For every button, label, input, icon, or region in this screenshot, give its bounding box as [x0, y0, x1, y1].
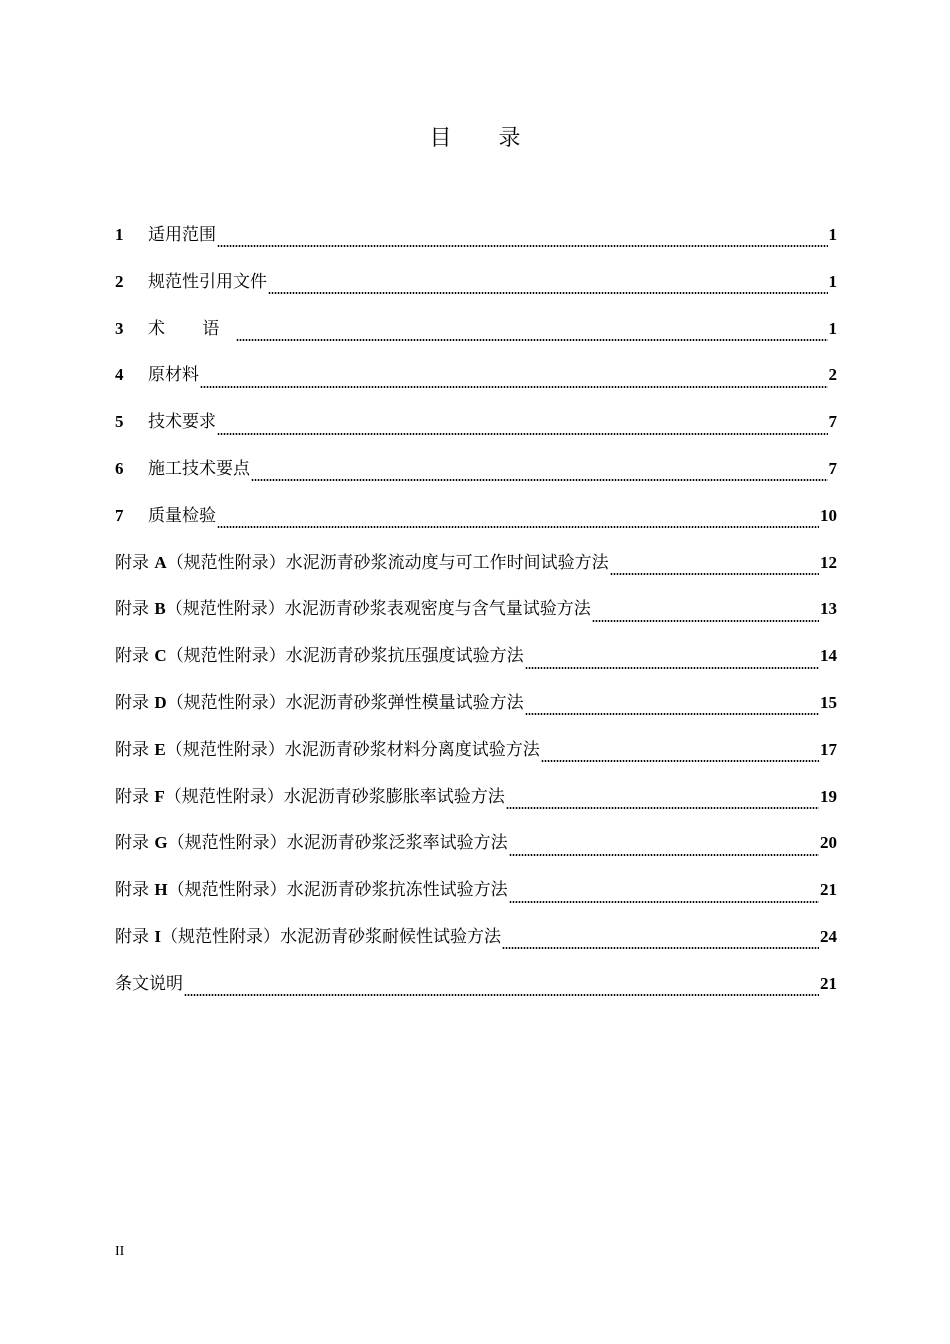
chapter-number: 4 [115, 365, 124, 385]
chapter-title: 原材料 [148, 365, 199, 386]
toc-appendix-i[interactable] [115, 922, 837, 969]
toc-chapter-4[interactable] [115, 360, 837, 407]
appendix-title [115, 875, 508, 905]
dot-leader [200, 386, 828, 388]
chapter-title: 质量检验 [148, 505, 216, 526]
page-ref: 20 [820, 833, 837, 853]
appendix-title [115, 735, 540, 765]
page-ref: 24 [820, 926, 837, 946]
chapter-title: 规范性引用文件 [148, 271, 267, 292]
appendix-label: （规范性附录）水泥沥青砂浆弹性模量试验方法 [166, 692, 524, 713]
dot-leader [251, 479, 828, 481]
toc-appendix-a[interactable] [115, 548, 837, 595]
appendix-letter: F [154, 786, 165, 806]
toc-explanation[interactable] [115, 969, 837, 1016]
appendix-title [115, 688, 524, 718]
dot-leader [502, 947, 819, 949]
dot-leader [506, 807, 819, 809]
toc-chapter-1[interactable] [115, 220, 837, 267]
page-ref: 7 [828, 458, 837, 478]
dot-leader [525, 713, 819, 715]
chapter-title: 施工技术要点 [148, 458, 250, 479]
dot-leader [217, 433, 828, 435]
chapter-title: 适用范围 [148, 225, 216, 245]
explanation-title: 条文说明 [115, 973, 183, 994]
toc-appendix-g[interactable] [115, 828, 837, 875]
toc-chapter-5[interactable] [115, 407, 837, 454]
chapter-number: 2 [115, 271, 124, 291]
dot-leader [610, 573, 819, 575]
toc-appendix-c[interactable] [115, 641, 837, 688]
appendix-prefix: 附录 [115, 552, 149, 573]
toc-appendix-f[interactable] [115, 782, 837, 829]
appendix-prefix: 附录 [115, 926, 149, 947]
dot-leader [525, 667, 819, 669]
appendix-prefix: 附录 [115, 786, 149, 807]
appendix-label: （规范性附录）水泥沥青砂浆泛浆率试验方法 [167, 833, 508, 854]
appendix-prefix: 附录 [115, 880, 149, 901]
chapter-number: 3 [115, 318, 124, 338]
toc-appendix-h[interactable] [115, 875, 837, 922]
dot-leader [236, 339, 827, 341]
page-ref: 21 [820, 880, 837, 900]
dot-leader [217, 526, 819, 528]
appendix-letter: I [154, 926, 162, 946]
appendix-letter: H [154, 880, 168, 900]
chapter-number: 7 [115, 505, 124, 525]
appendix-label: （规范性附录）水泥沥青砂浆抗压强度试验方法 [166, 646, 524, 667]
appendix-title [115, 922, 501, 952]
toc-chapter-2[interactable] [115, 267, 837, 314]
toc-appendix-e[interactable] [115, 735, 837, 782]
page-ref: 21 [820, 973, 837, 993]
appendix-label: （规范性附录）水泥沥青砂浆表观密度与含气量试验方法 [165, 599, 591, 620]
chapter-number: 1 [115, 225, 124, 244]
appendix-title [115, 828, 508, 858]
dot-leader [217, 245, 828, 247]
page-ref: 19 [820, 786, 837, 806]
page-ref: 7 [828, 412, 837, 432]
appendix-prefix: 附录 [115, 833, 149, 854]
appendix-prefix: 附录 [115, 692, 149, 713]
dot-leader [509, 901, 819, 903]
appendix-prefix: 附录 [115, 739, 149, 760]
appendix-title [115, 594, 591, 624]
toc-chapter-6[interactable] [115, 454, 837, 501]
chapter-title: 技术要求 [148, 412, 216, 433]
page-ref: 1 [828, 271, 837, 291]
appendix-letter: A [154, 552, 167, 572]
page-number: II [115, 1244, 125, 1259]
appendix-label: （规范性附录）水泥沥青砂浆耐候性试验方法 [161, 926, 502, 947]
page-ref: 1 [828, 318, 837, 338]
appendix-label: （规范性附录）水泥沥青砂浆抗冻性试验方法 [167, 880, 508, 901]
appendix-title [115, 782, 505, 812]
toc-chapter-3[interactable] [115, 314, 837, 361]
appendix-title [115, 548, 609, 578]
dot-leader [592, 620, 819, 622]
page-ref: 14 [820, 646, 837, 666]
toc-appendix-d[interactable] [115, 688, 837, 735]
appendix-letter: E [154, 739, 166, 759]
appendix-letter: B [154, 599, 166, 619]
dot-leader [184, 994, 819, 996]
appendix-label: （规范性附录）水泥沥青砂浆材料分离度试验方法 [165, 739, 540, 760]
page-title: 目 录 [429, 126, 541, 151]
toc-appendix-b[interactable] [115, 594, 837, 641]
page-ref: 12 [820, 552, 837, 572]
page-ref: 1 [828, 225, 837, 244]
appendix-letter: C [154, 646, 167, 666]
dot-leader [268, 292, 828, 294]
page-ref: 13 [820, 599, 837, 619]
appendix-title [115, 641, 524, 671]
appendix-letter: D [154, 692, 167, 712]
appendix-prefix: 附录 [115, 599, 149, 620]
dot-leader [541, 760, 819, 762]
appendix-label: （规范性附录）水泥沥青砂浆膨胀率试验方法 [164, 786, 505, 807]
page-ref: 15 [820, 692, 837, 712]
chapter-title: 术 语 [148, 318, 236, 339]
appendix-prefix: 附录 [115, 646, 149, 667]
appendix-label: （规范性附录）水泥沥青砂浆流动度与可工作时间试验方法 [166, 552, 609, 573]
page-ref: 10 [820, 505, 837, 525]
page-ref: 2 [828, 365, 837, 385]
appendix-letter: G [154, 833, 168, 853]
chapter-number: 5 [115, 412, 124, 432]
dot-leader [509, 854, 819, 856]
chapter-number: 6 [115, 458, 124, 478]
table-of-contents [115, 220, 837, 1016]
page-ref: 17 [820, 739, 837, 759]
toc-chapter-7[interactable] [115, 501, 837, 548]
